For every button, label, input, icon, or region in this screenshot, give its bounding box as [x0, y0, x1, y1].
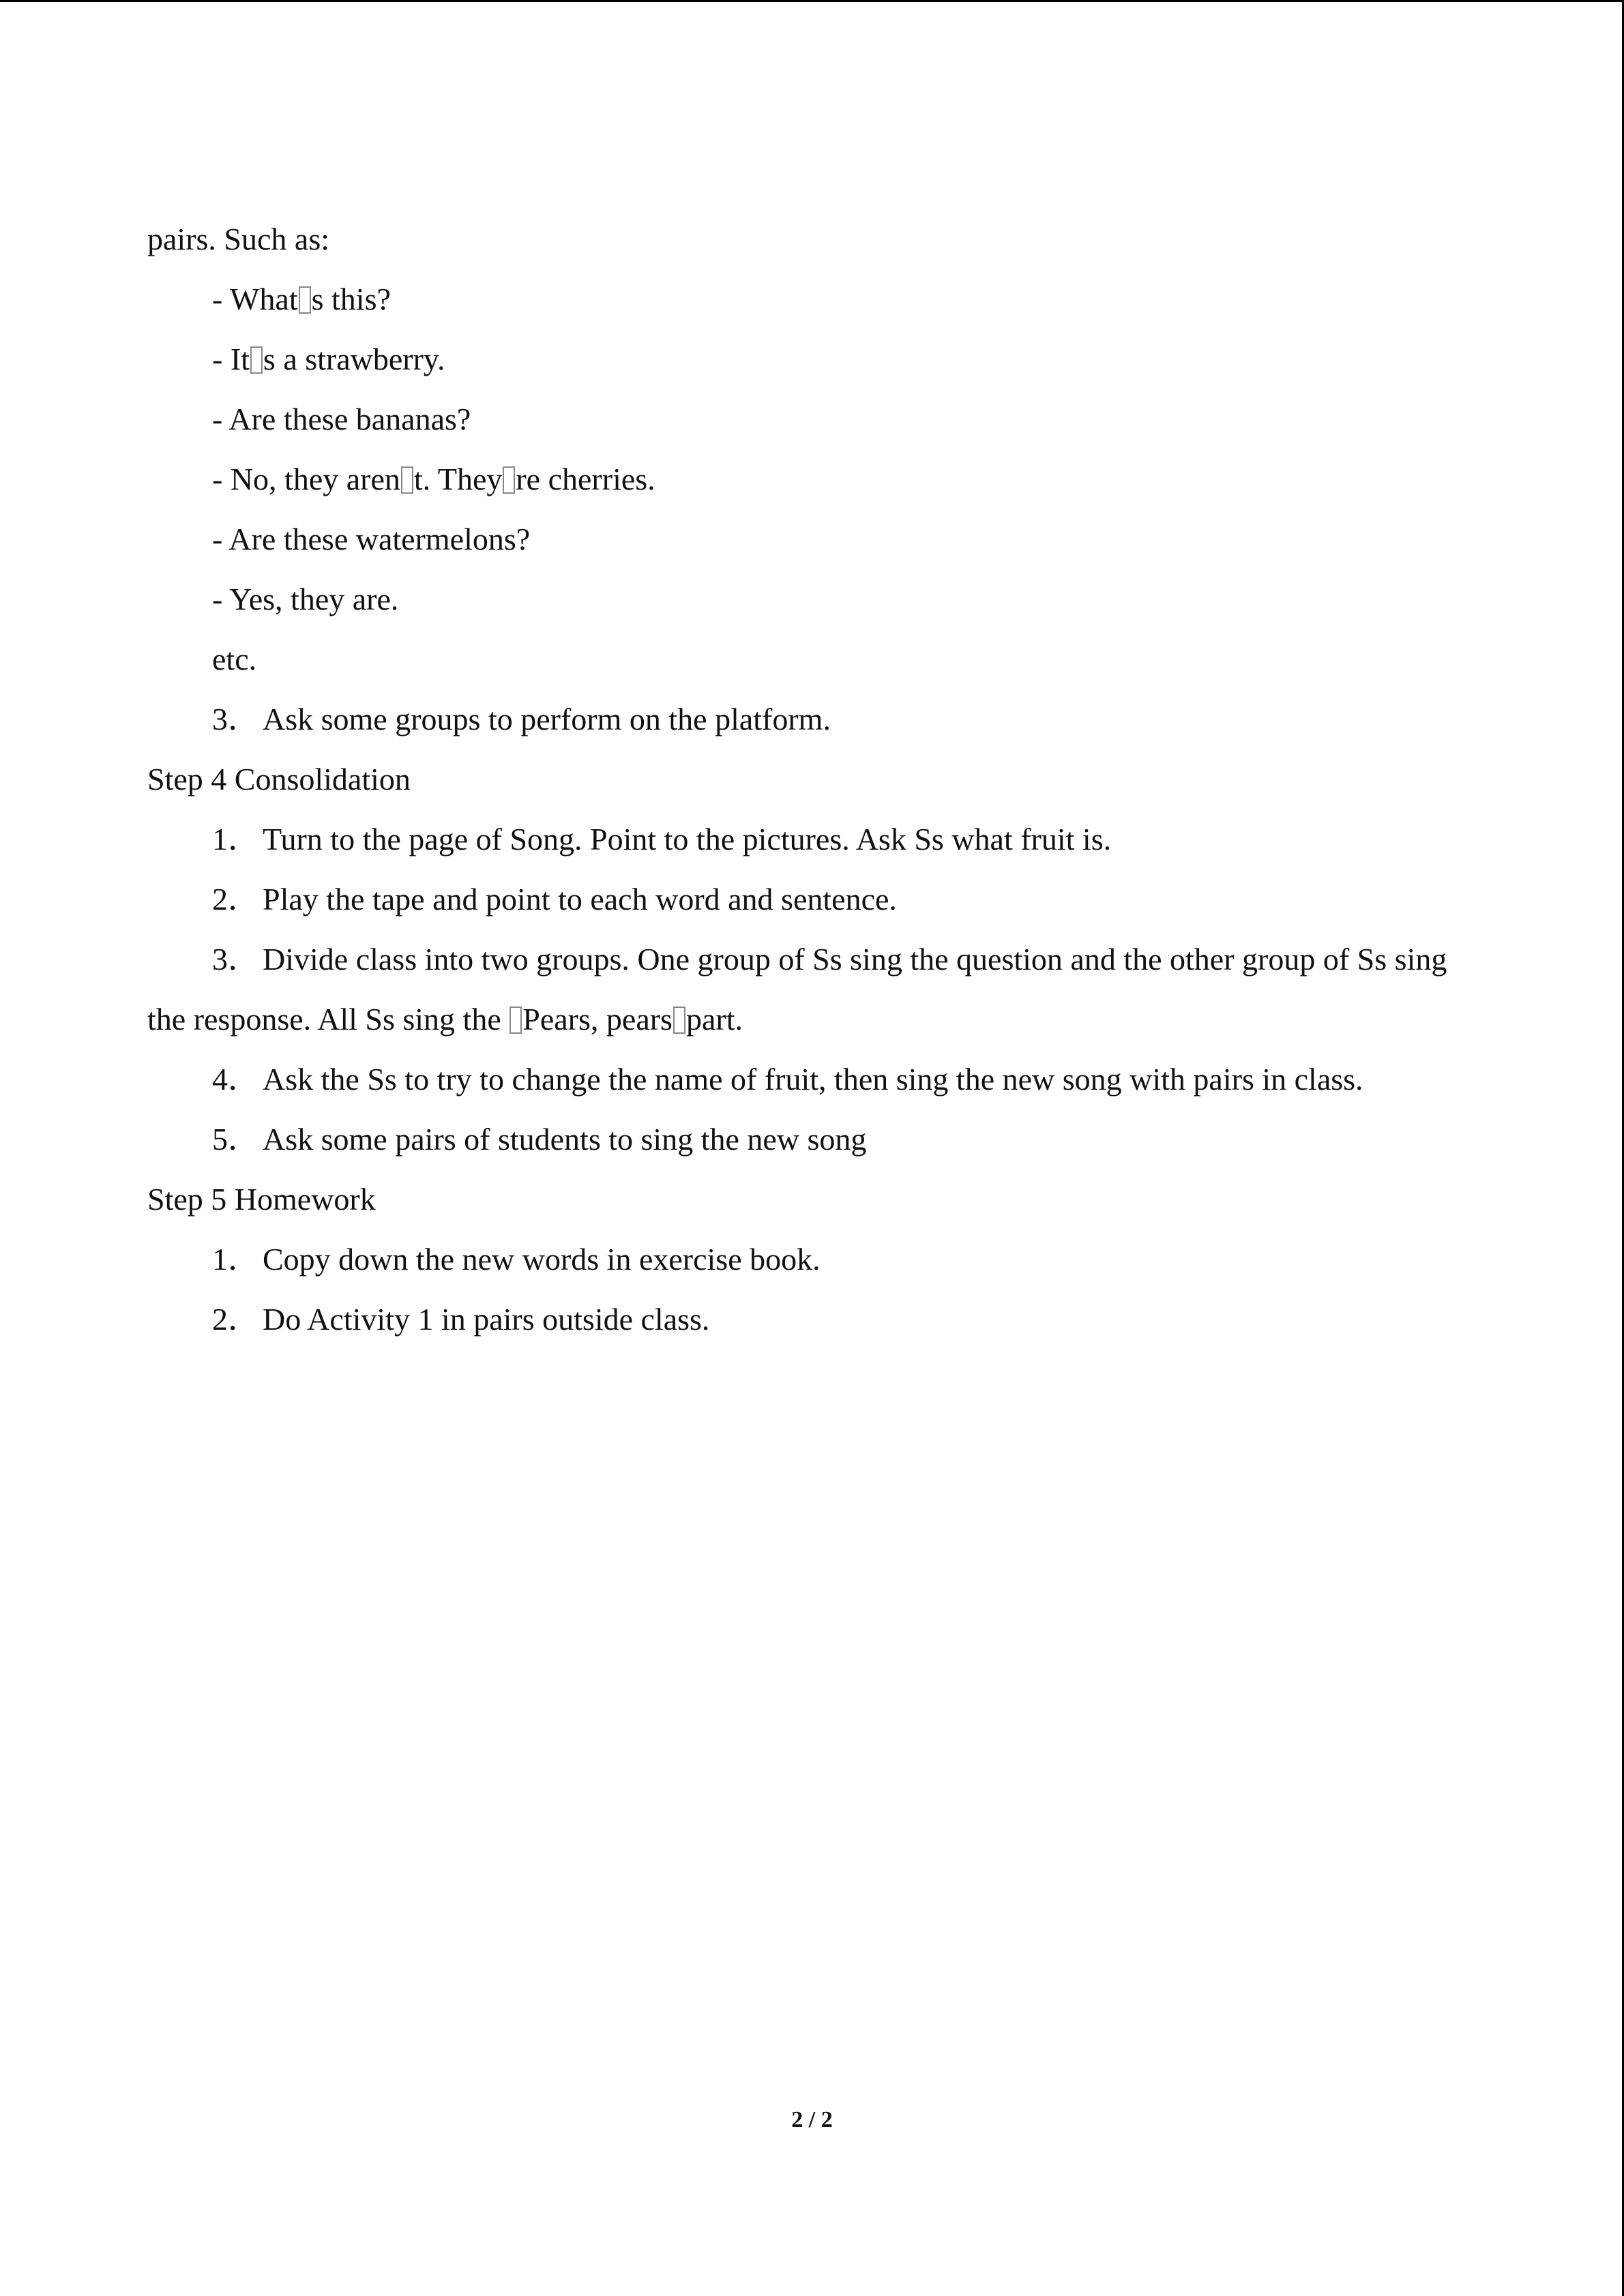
- list-number: 1．: [212, 822, 259, 856]
- missing-glyph-box: [510, 1007, 522, 1034]
- list-item: 1． Copy down the new words in exercise book.: [212, 1240, 821, 1279]
- list-item: 4． Ask the Ss to try to change the name of fruit, then sing the new song with pairs in class.: [212, 1060, 1363, 1099]
- step-heading: Step 4 Consolidation: [147, 762, 411, 796]
- list-item: 3． Ask some groups to perform on the platform.: [212, 700, 831, 739]
- list-item: 1． Turn to the page of Song. Point to the pictures. Ask Ss what fruit is.: [212, 820, 1111, 859]
- dialogue-line: - Are these bananas?: [212, 402, 471, 436]
- list-number: 5．: [212, 1122, 259, 1157]
- list-number: 2．: [212, 882, 259, 916]
- list-item: 3． Divide class into two groups. One group of Ss sing the question and the other group of Ss sing: [212, 940, 1447, 979]
- step-heading: Step 5 Homework: [147, 1182, 376, 1217]
- list-number: 3．: [212, 702, 259, 736]
- list-item-continuation: the response. All Ss sing the Pears, pears part.: [147, 1002, 743, 1037]
- list-item: 2． Do Activity 1 in pairs outside class.: [212, 1300, 709, 1339]
- list-item: 2． Play the tape and point to each word and sentence.: [212, 880, 897, 919]
- missing-glyph-box: [503, 466, 515, 494]
- page-number: 2 / 2: [791, 2107, 833, 2132]
- dialogue-line: - No, they aren t. They re cherries.: [212, 462, 655, 496]
- dialogue-line: - Are these watermelons?: [212, 522, 531, 556]
- dialogue-line: - Yes, they are.: [212, 582, 399, 616]
- missing-glyph-box: [299, 286, 311, 314]
- missing-glyph-box: [673, 1007, 685, 1034]
- missing-glyph-box: [401, 466, 413, 494]
- list-number: 2．: [212, 1302, 259, 1337]
- list-item: 5． Ask some pairs of students to sing the new song: [212, 1120, 866, 1159]
- list-number: 1．: [212, 1242, 259, 1277]
- missing-glyph-box: [250, 346, 263, 374]
- list-number: 4．: [212, 1062, 259, 1097]
- dialogue-line: - What s this?: [212, 282, 391, 316]
- dialogue-line: - It s a strawberry.: [212, 342, 445, 376]
- text-line: etc.: [212, 642, 257, 676]
- list-number: 3．: [212, 942, 259, 976]
- text-line: pairs. Such as:: [147, 222, 330, 256]
